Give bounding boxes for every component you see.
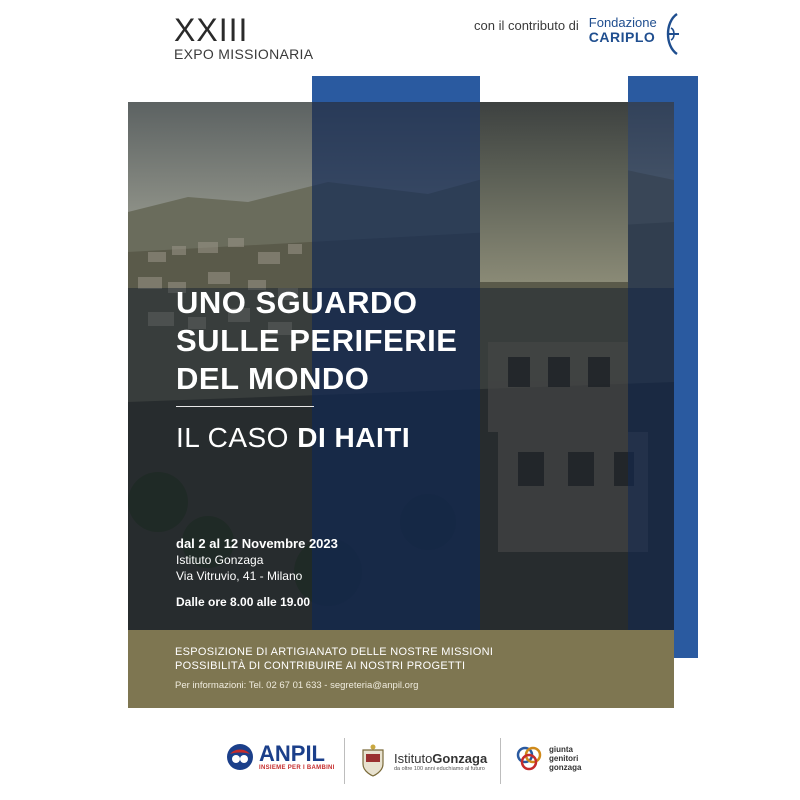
gonzaga-prefix: Istituto xyxy=(394,750,433,766)
hero-photo xyxy=(128,102,674,630)
event-venue: Istituto Gonzaga xyxy=(176,553,264,567)
title-divider xyxy=(176,406,314,407)
sponsor-line1: Fondazione xyxy=(588,15,657,30)
edition-number: XXIII xyxy=(174,12,249,48)
contact-info: Per informazioni: Tel. 02 67 01 633 - segreteria@anpil.org xyxy=(175,680,419,691)
giunta-genitori-logo xyxy=(515,744,581,772)
anpil-tagline: INSIEME PER I BAMBINI xyxy=(259,765,335,771)
blue-overlay-right xyxy=(628,102,674,630)
band-line-2: POSSIBILITÀ DI CONTRIBUIRE AI NOSTRI PROGETTI xyxy=(175,660,466,672)
anpil-name: ANPIL xyxy=(259,741,325,766)
event-name: EXPO MISSIONARIA xyxy=(174,46,314,62)
gonzaga-bold-name: Gonzaga xyxy=(432,750,488,766)
logo-separator-2 xyxy=(500,738,501,784)
title-line-2: SULLE PERIFERIE xyxy=(176,323,458,358)
subtitle-bold: DI HAITI xyxy=(297,422,411,453)
anpil-globe-icon xyxy=(225,742,255,772)
anpil-logo xyxy=(225,742,335,772)
gg-line-1: giunta xyxy=(549,744,573,754)
event-heading xyxy=(174,14,313,62)
contribution-label: con il contributo di xyxy=(474,18,579,33)
giunta-genitori-text xyxy=(549,745,581,772)
band-line-1: ESPOSIZIONE DI ARTIGIANATO DELLE NOSTRE MISSIONI xyxy=(175,646,494,658)
partner-logos xyxy=(0,730,800,790)
cariplo-logo-icon xyxy=(663,12,681,56)
title-line-1: UNO SGUARDO xyxy=(176,285,418,320)
sponsor-block xyxy=(474,16,681,56)
event-details xyxy=(176,536,338,610)
gonzaga-tagline: da oltre 100 anni educhiamo al futuro xyxy=(394,765,485,772)
info-band xyxy=(128,630,674,708)
gonzaga-name xyxy=(394,751,487,766)
gg-line-2: genitori xyxy=(549,753,579,763)
logo-separator-1 xyxy=(344,738,345,784)
giunta-genitori-icon xyxy=(515,744,543,772)
title-line-3: DEL MONDO xyxy=(176,361,370,396)
event-address: Via Vitruvio, 41 - Milano xyxy=(176,569,303,583)
event-hours: Dalle ore 8.00 alle 19.00 xyxy=(176,595,311,609)
poster-subtitle xyxy=(176,422,410,454)
sponsor-name xyxy=(589,16,657,44)
subtitle-thin: IL CASO xyxy=(176,422,289,453)
gg-line-3: gonzaga xyxy=(549,762,582,772)
gonzaga-logo xyxy=(360,744,487,778)
sponsor-line2: CARIPLO xyxy=(588,29,656,45)
gonzaga-crest-icon xyxy=(360,744,386,778)
poster-title xyxy=(176,284,457,398)
inset-photo xyxy=(480,102,628,282)
event-dates: dal 2 al 12 Novembre 2023 xyxy=(176,536,338,551)
